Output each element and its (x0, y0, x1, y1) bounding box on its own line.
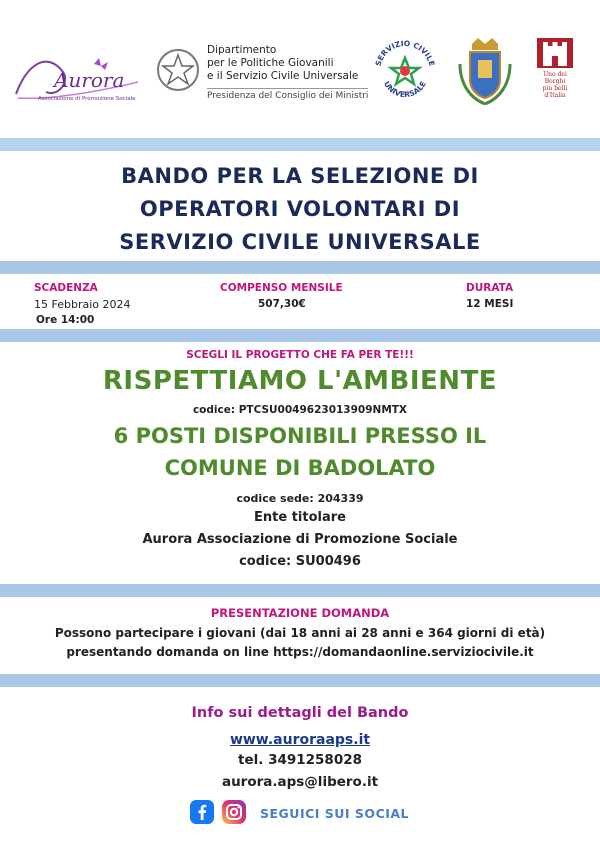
borghi-castle-icon (537, 38, 573, 68)
info-label: Info sui dettagli del Bando (191, 705, 409, 721)
scu-logo-bottom-text: UNIVERSALE (382, 79, 428, 100)
main-title-line: BANDO PER LA SELEZIONE DI (121, 164, 479, 188)
scadenza-time: Ore 14:00 (36, 314, 95, 326)
svg-text:UNIVERSALE (382, 80, 428, 100)
department-subtitle: Presidenza del Consiglio dei Ministri (207, 88, 368, 101)
posts-line-1: 6 POSTI DISPONIBILI PRESSO IL (113, 424, 487, 448)
decorative-band (0, 138, 600, 151)
sede-code: codice sede: 204339 (236, 492, 364, 505)
project-name: RISPETTIAMO L'AMBIENTE (102, 366, 498, 396)
borghi-line: Borghi (544, 78, 566, 85)
decorative-band (0, 261, 600, 274)
department-line: e il Servizio Civile Universale (207, 70, 359, 82)
email-address[interactable]: aurora.aps@libero.it (221, 774, 379, 790)
decorative-band (0, 674, 600, 687)
borghi-line: più belli (542, 85, 568, 92)
scu-logo-top-text: SERVIZIO CIVILE (373, 38, 437, 68)
borghi-line: Uno dei (543, 71, 567, 78)
main-title-line: SERVIZIO CIVILE UNIVERSALE (119, 230, 481, 254)
aurora-logo-subtitle: Associazione di Promozione Sociale (38, 96, 136, 102)
servizio-civile-logo (372, 38, 438, 104)
department-logo (155, 44, 369, 104)
main-title-line: OPERATORI VOLONTARI DI (139, 197, 461, 221)
borghi-line: d'Italia (544, 92, 566, 99)
phone-number: tel. 3491258028 (238, 752, 362, 768)
svg-text:SERVIZIO CIVILE (374, 39, 437, 67)
project-code: codice: PTCSU0049623013909NMTX (192, 404, 408, 416)
comune-crest-logo (450, 34, 520, 110)
durata-label: DURATA (466, 282, 514, 294)
website-link[interactable]: www.auroraaps.it (229, 732, 371, 748)
presentazione-line-2: presentando domanda on line https://domandaonline.serviziocivile.it (66, 645, 534, 659)
presentazione-label: PRESENTAZIONE DOMANDA (210, 606, 390, 620)
social-label: SEGUICI SUI SOCIAL (260, 806, 410, 821)
scadenza-label: SCADENZA (34, 282, 98, 294)
posts-line-2: COMUNE DI BADOLATO (164, 456, 436, 480)
decorative-band (0, 329, 600, 342)
borghi-logo-text (533, 71, 577, 99)
project-tagline: SCEGLI IL PROGETTO CHE FA PER TE!!! (186, 349, 414, 361)
department-name (207, 44, 358, 83)
department-line: per le Politiche Giovanili (207, 57, 334, 69)
ente-label: Ente titolare (254, 510, 346, 525)
ente-code: codice: SU00496 (239, 554, 361, 569)
aurora-logo (8, 42, 148, 112)
durata-value: 12 MESI (466, 298, 514, 310)
department-line: Dipartimento (207, 44, 277, 56)
instagram-icon[interactable] (222, 800, 246, 824)
aurora-logo-name: Aurora (54, 68, 125, 92)
decorative-band (0, 584, 600, 597)
compenso-value: 507,30€ (258, 298, 306, 310)
ente-name: Aurora Associazione di Promozione Sociale (142, 532, 458, 547)
main-title (0, 160, 600, 259)
emblem-icon (155, 46, 201, 94)
presentazione-line-1: Possono partecipare i giovani (dai 18 anni ai 28 anni e 364 giorni di età) (54, 626, 546, 640)
facebook-icon[interactable] (190, 800, 214, 824)
scadenza-date: 15 Febbraio 2024 (34, 298, 131, 311)
borghi-logo (533, 38, 577, 108)
compenso-label: COMPENSO MENSILE (220, 282, 343, 294)
